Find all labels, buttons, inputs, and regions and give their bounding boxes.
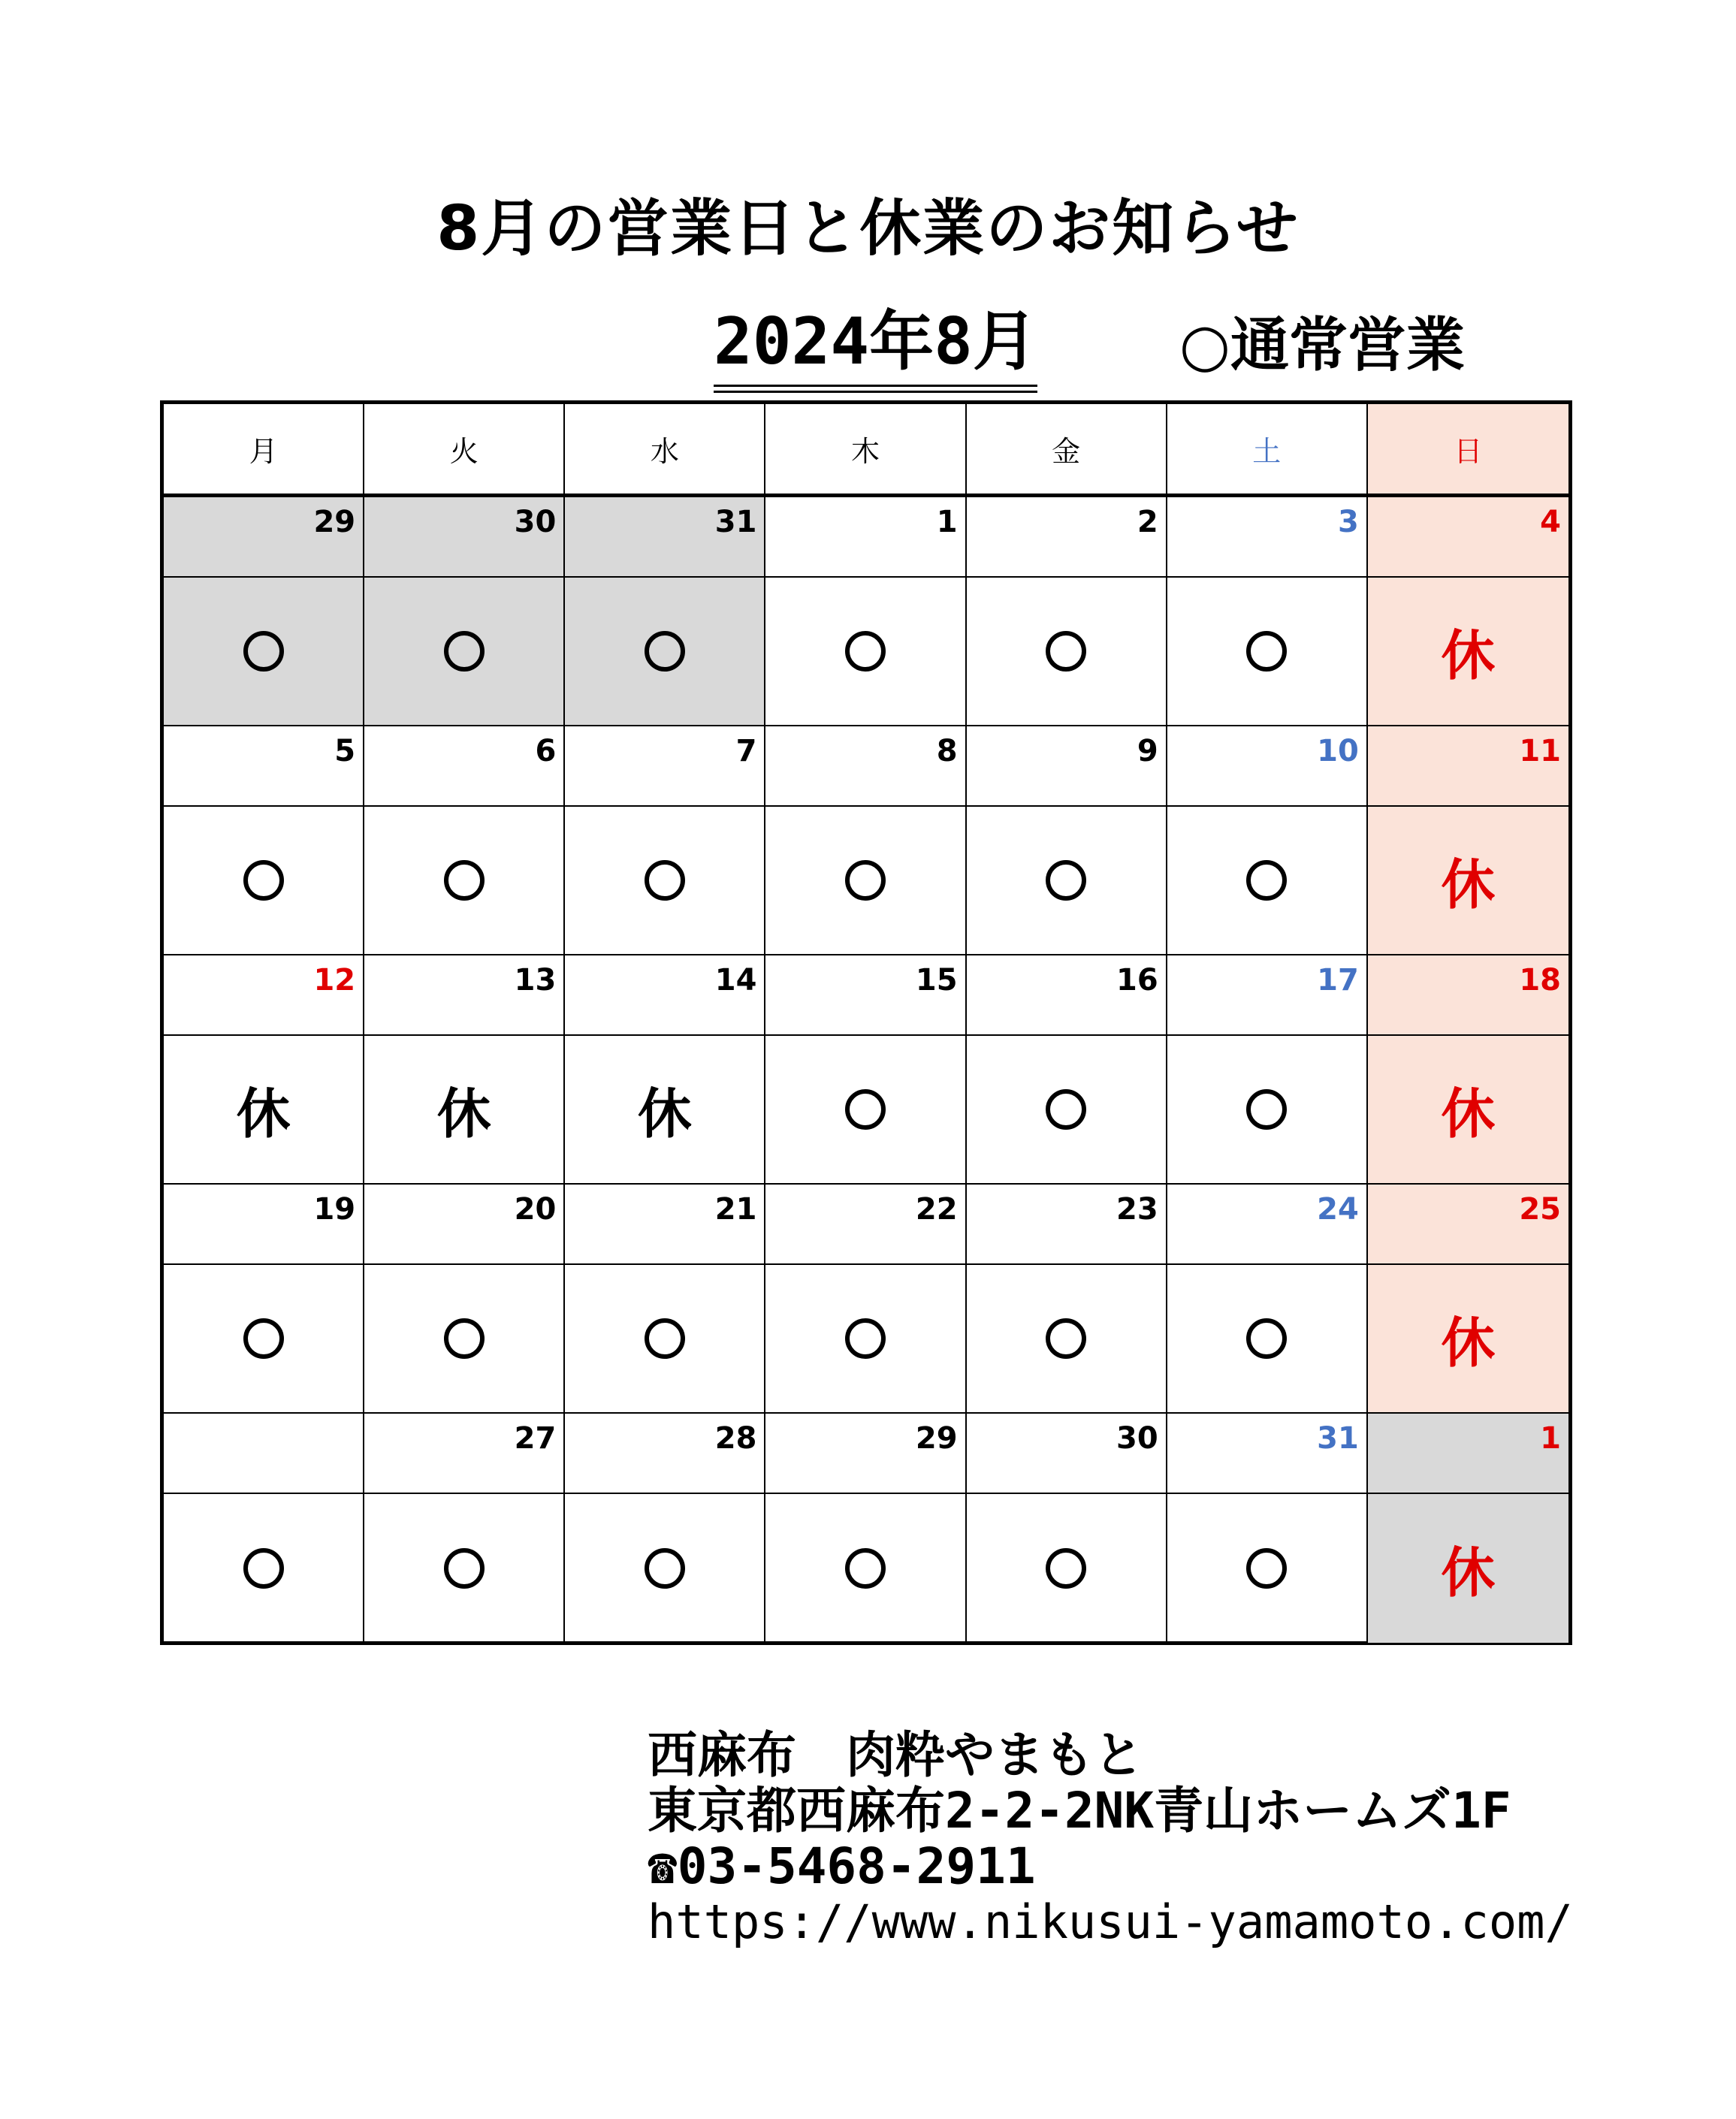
open-day-mark [1167, 807, 1368, 955]
page-title: 8月の営業日と休業のお知らせ [436, 193, 1300, 264]
circle-icon [1246, 1548, 1287, 1589]
date-number: 27 [364, 1414, 565, 1494]
phone-line [648, 1839, 1573, 1894]
open-day-mark [967, 807, 1167, 955]
date-number: 12 [164, 955, 364, 1036]
open-day-mark [164, 807, 364, 955]
date-number [164, 1414, 364, 1494]
circle-icon [845, 860, 886, 901]
closed-day-mark: 休 [1368, 1265, 1568, 1414]
open-day-mark [565, 1494, 765, 1643]
weekday-header: 火 [364, 404, 565, 497]
weekday-header: 木 [765, 404, 966, 497]
date-number: 9 [967, 726, 1167, 807]
circle-icon [1046, 631, 1086, 672]
shop-info [648, 1728, 1573, 1950]
date-number: 17 [1167, 955, 1368, 1036]
circle-icon [1046, 1548, 1086, 1589]
date-number: 1 [765, 497, 966, 578]
legend: ○通常営業 [1179, 312, 1466, 379]
date-number: 29 [164, 497, 364, 578]
date-number: 7 [565, 726, 765, 807]
date-number: 29 [765, 1414, 966, 1494]
open-day-mark [967, 1036, 1167, 1185]
date-number: 21 [565, 1185, 765, 1265]
open-day-mark [164, 1265, 364, 1414]
circle-icon [1246, 860, 1287, 901]
circle-icon [645, 1548, 685, 1589]
weekday-header: 月 [164, 404, 364, 497]
circle-icon [243, 860, 284, 901]
date-number: 11 [1368, 726, 1568, 807]
calendar-grid [160, 400, 1572, 1645]
circle-icon [1246, 631, 1287, 672]
date-number: 1 [1368, 1414, 1568, 1494]
date-number: 30 [364, 497, 565, 578]
closed-day-mark: 休 [1368, 1036, 1568, 1185]
open-day-mark [1167, 1494, 1368, 1643]
weekday-header: 水 [565, 404, 765, 497]
circle-icon [645, 631, 685, 672]
circle-icon [845, 1089, 886, 1130]
date-number: 18 [1368, 955, 1568, 1036]
open-day-mark [765, 1265, 966, 1414]
open-day-mark [364, 807, 565, 955]
open-day-mark [164, 1494, 364, 1643]
open-day-mark [364, 1494, 565, 1643]
circle-icon [444, 631, 485, 672]
circle-icon [243, 1548, 284, 1589]
date-number: 3 [1167, 497, 1368, 578]
date-number: 19 [164, 1185, 364, 1265]
phone-icon: ☎ [648, 1837, 678, 1895]
open-day-mark [967, 1494, 1167, 1643]
circle-icon [1046, 1089, 1086, 1130]
date-number: 13 [364, 955, 565, 1036]
date-number: 25 [1368, 1185, 1568, 1265]
open-day-mark [967, 1265, 1167, 1414]
open-day-mark [967, 578, 1167, 726]
date-number: 31 [1167, 1414, 1368, 1494]
closed-day-mark: 休 [1368, 807, 1568, 955]
open-day-mark [765, 1494, 966, 1643]
phone-number: 03-5468-2911 [677, 1837, 1036, 1895]
shop-address: 東京都西麻布2-2-2NK青山ホームズ1F [648, 1782, 1511, 1840]
circle-icon [645, 1318, 685, 1359]
open-day-mark [765, 578, 966, 726]
circle-icon [1246, 1089, 1287, 1130]
open-day-mark [1167, 1265, 1368, 1414]
open-day-mark [364, 1265, 565, 1414]
date-number: 15 [765, 955, 966, 1036]
open-day-mark [765, 807, 966, 955]
date-number: 6 [364, 726, 565, 807]
date-number: 10 [1167, 726, 1368, 807]
open-day-mark [164, 578, 364, 726]
open-day-mark [565, 807, 765, 955]
open-day-mark [1167, 578, 1368, 726]
closed-day-mark: 休 [364, 1036, 565, 1185]
date-number: 22 [765, 1185, 966, 1265]
open-day-mark [565, 578, 765, 726]
weekday-header: 日 [1368, 404, 1568, 497]
date-number: 24 [1167, 1185, 1368, 1265]
circle-icon [1046, 1318, 1086, 1359]
weekday-header: 土 [1167, 404, 1368, 497]
circle-icon [444, 860, 485, 901]
date-number: 5 [164, 726, 364, 807]
circle-icon [845, 631, 886, 672]
circle-icon [845, 1548, 886, 1589]
date-number: 20 [364, 1185, 565, 1265]
month-label: 2024年8月 [714, 300, 1037, 387]
open-day-mark [364, 578, 565, 726]
date-number: 23 [967, 1185, 1167, 1265]
closed-day-mark: 休 [164, 1036, 364, 1185]
closed-day-mark: 休 [1368, 578, 1568, 726]
shop-name: 西麻布 肉粋やまもと [648, 1726, 1143, 1784]
date-number: 31 [565, 497, 765, 578]
open-day-mark [565, 1265, 765, 1414]
date-number: 14 [565, 955, 765, 1036]
circle-icon [1246, 1318, 1287, 1359]
circle-icon [444, 1548, 485, 1589]
date-number: 30 [967, 1414, 1167, 1494]
date-number: 4 [1368, 497, 1568, 578]
open-day-mark [765, 1036, 966, 1185]
weekday-header: 金 [967, 404, 1167, 497]
closed-day-mark: 休 [1368, 1494, 1568, 1643]
circle-icon [444, 1318, 485, 1359]
open-day-mark [1167, 1036, 1368, 1185]
date-number: 16 [967, 955, 1167, 1036]
closed-day-mark: 休 [565, 1036, 765, 1185]
circle-icon [243, 1318, 284, 1359]
circle-icon [645, 860, 685, 901]
circle-icon [845, 1318, 886, 1359]
date-number: 28 [565, 1414, 765, 1494]
date-number: 8 [765, 726, 966, 807]
circle-icon [1046, 860, 1086, 901]
circle-icon [243, 631, 284, 672]
website-link[interactable]: https://www.nikusui-yamamoto.com/ [648, 1894, 1573, 1949]
date-number: 2 [967, 497, 1167, 578]
